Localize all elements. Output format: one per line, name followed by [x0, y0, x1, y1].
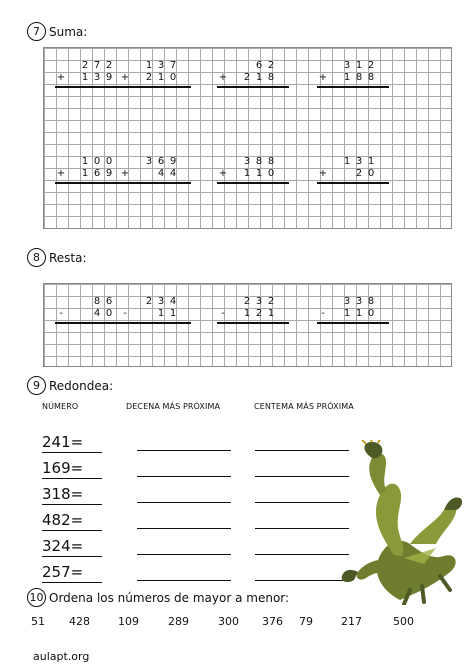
order-number: 376 [262, 615, 283, 628]
result-line [317, 322, 389, 324]
operation [55, 296, 127, 334]
operator-sign: + [120, 72, 130, 83]
answer-line-hundred[interactable] [255, 450, 349, 451]
rounding-number: 257= [42, 563, 102, 583]
digit: 9 [105, 72, 113, 83]
operation [317, 60, 389, 98]
digit: 6 [105, 296, 113, 307]
digit: 3 [355, 156, 363, 167]
digit: 8 [367, 72, 375, 83]
digit: 2 [267, 60, 275, 71]
footer-site: aulapt.org [33, 650, 90, 663]
digit: 8 [367, 296, 375, 307]
digit: 8 [255, 156, 263, 167]
digit: 6 [93, 168, 101, 179]
digit: 1 [343, 308, 351, 319]
digit: 3 [93, 72, 101, 83]
order-number: 109 [118, 615, 139, 628]
operand-bottom [79, 72, 115, 84]
operand-bottom [341, 308, 377, 320]
dragon-illustration-icon [340, 440, 465, 605]
digit: 1 [157, 72, 165, 83]
digit: 1 [367, 156, 375, 167]
operand-bottom [79, 308, 115, 320]
operand-top [241, 296, 277, 308]
heading-resta [27, 248, 87, 267]
section-number-badge: 8 [27, 248, 46, 267]
answer-line-ten[interactable] [137, 502, 231, 503]
order-number: 217 [341, 615, 362, 628]
digit: 1 [267, 308, 275, 319]
digit: 2 [243, 296, 251, 307]
digit: 3 [157, 296, 165, 307]
digit: 1 [355, 308, 363, 319]
digit: 2 [145, 72, 153, 83]
digit: 3 [243, 156, 251, 167]
operand-top [79, 296, 115, 308]
result-line [55, 322, 127, 324]
operand-bottom [79, 168, 115, 180]
operation [55, 156, 127, 194]
operator-sign: - [123, 308, 127, 319]
digit: 0 [169, 72, 177, 83]
digit: 7 [93, 60, 101, 71]
digit: 1 [157, 308, 165, 319]
digit [79, 308, 91, 320]
operation [217, 296, 289, 334]
section-title: Resta: [49, 250, 87, 265]
operand-bottom [241, 72, 277, 84]
order-number: 51 [31, 615, 45, 628]
order-number: 300 [218, 615, 239, 628]
operator-sign: + [56, 168, 66, 179]
digit: 0 [367, 308, 375, 319]
digit: 3 [157, 60, 165, 71]
col-header-number: NÚMERO [42, 402, 79, 411]
digit: 1 [81, 168, 89, 179]
rounding-number: 169= [42, 459, 102, 479]
heading-ordena [27, 588, 289, 607]
digit: 1 [255, 168, 263, 179]
operand-top [241, 60, 277, 72]
rounding-number: 324= [42, 537, 102, 557]
digit: 2 [243, 72, 251, 83]
operand-top [79, 60, 115, 72]
operator-sign: - [221, 308, 225, 319]
digit: 2 [105, 60, 113, 71]
operand-bottom [143, 308, 179, 320]
order-number: 500 [393, 615, 414, 628]
heading-suma [27, 22, 87, 41]
digit: 0 [105, 308, 113, 319]
order-number: 79 [299, 615, 313, 628]
digit: 6 [157, 156, 165, 167]
operator-sign: + [318, 72, 328, 83]
operation [317, 296, 389, 334]
digit: 8 [355, 72, 363, 83]
digit: 3 [343, 296, 351, 307]
digit: 0 [367, 168, 375, 179]
digit: 3 [145, 156, 153, 167]
rounding-number: 241= [42, 433, 102, 453]
operator-sign: + [318, 168, 328, 179]
operand-bottom [341, 168, 377, 180]
digit: 2 [255, 308, 263, 319]
digit: 1 [81, 72, 89, 83]
operator-sign: + [56, 72, 66, 83]
section-number-badge: 10 [27, 588, 46, 607]
digit [341, 168, 353, 180]
digit: 2 [81, 60, 89, 71]
operand-top [143, 156, 179, 168]
digit: 8 [93, 296, 101, 307]
order-number: 428 [69, 615, 90, 628]
operator-sign: + [218, 72, 228, 83]
digit: 1 [243, 168, 251, 179]
result-line [217, 322, 289, 324]
digit: 1 [81, 156, 89, 167]
digit: 1 [243, 308, 251, 319]
digit: 4 [169, 296, 177, 307]
answer-line-ten[interactable] [137, 528, 231, 529]
section-number-badge: 7 [27, 22, 46, 41]
answer-line-hundred[interactable] [255, 476, 349, 477]
digit [79, 296, 91, 308]
digit: 0 [105, 156, 113, 167]
answer-line-hundred[interactable] [255, 528, 349, 529]
answer-line-hundred[interactable] [255, 580, 349, 581]
rounding-number: 482= [42, 511, 102, 531]
operand-bottom [241, 168, 277, 180]
digit [143, 168, 155, 180]
rounding-number: 318= [42, 485, 102, 505]
digit: 4 [169, 168, 177, 179]
operand-top [241, 156, 277, 168]
answer-line-ten[interactable] [137, 580, 231, 581]
digit: 1 [255, 72, 263, 83]
operand-bottom [241, 308, 277, 320]
order-number: 289 [168, 615, 189, 628]
operand-bottom [143, 168, 179, 180]
result-line [217, 86, 289, 88]
answer-line-ten[interactable] [137, 450, 231, 451]
result-line [317, 182, 389, 184]
digit: 1 [343, 72, 351, 83]
section-title: Redondea: [49, 378, 114, 393]
operation [55, 60, 127, 98]
operand-top [79, 156, 115, 168]
digit: 2 [267, 296, 275, 307]
digit: 2 [145, 296, 153, 307]
col-header-hundred: CENTEMA MÁS PRÓXIMA [254, 402, 354, 411]
digit: 1 [355, 60, 363, 71]
digit: 0 [267, 168, 275, 179]
result-line [55, 182, 127, 184]
result-line [119, 86, 191, 88]
col-header-ten: DECENA MÁS PRÓXIMA [126, 402, 221, 411]
subtraction-grid [43, 283, 452, 367]
operator-sign: - [59, 308, 63, 319]
operand-bottom [143, 72, 179, 84]
operation [119, 60, 191, 98]
result-line [217, 182, 289, 184]
operand-bottom [341, 72, 377, 84]
answer-line-hundred[interactable] [255, 502, 349, 503]
operation [317, 156, 389, 194]
section-number-badge: 9 [27, 376, 46, 395]
digit: 2 [367, 60, 375, 71]
digit [241, 60, 253, 72]
operation [217, 60, 289, 98]
digit: 4 [157, 168, 165, 179]
answer-line-hundred[interactable] [255, 554, 349, 555]
digit: 1 [343, 156, 351, 167]
result-line [317, 86, 389, 88]
digit: 3 [255, 296, 263, 307]
digit: 8 [267, 156, 275, 167]
operand-top [143, 296, 179, 308]
operation [217, 156, 289, 194]
operation [119, 156, 191, 194]
digit: 6 [255, 60, 263, 71]
digit: 4 [93, 308, 101, 319]
digit: 0 [93, 156, 101, 167]
digit: 2 [355, 168, 363, 179]
answer-line-ten[interactable] [137, 554, 231, 555]
digit: 8 [267, 72, 275, 83]
operand-top [143, 60, 179, 72]
operator-sign: + [218, 168, 228, 179]
section-title: Ordena los números de mayor a menor: [49, 590, 290, 605]
operand-top [341, 156, 377, 168]
digit: 9 [105, 168, 113, 179]
result-line [55, 86, 127, 88]
operand-top [341, 296, 377, 308]
digit [143, 308, 155, 320]
operator-sign: + [120, 168, 130, 179]
operand-top [341, 60, 377, 72]
heading-redondea [27, 376, 113, 395]
digit: 3 [343, 60, 351, 71]
digit: 9 [169, 156, 177, 167]
operation [119, 296, 191, 334]
digit: 1 [145, 60, 153, 71]
digit: 7 [169, 60, 177, 71]
answer-line-ten[interactable] [137, 476, 231, 477]
section-title: Suma: [49, 24, 88, 39]
result-line [119, 322, 191, 324]
digit: 1 [169, 308, 177, 319]
sum-grid [43, 47, 452, 229]
digit: 3 [355, 296, 363, 307]
result-line [119, 182, 191, 184]
operator-sign: - [321, 308, 325, 319]
